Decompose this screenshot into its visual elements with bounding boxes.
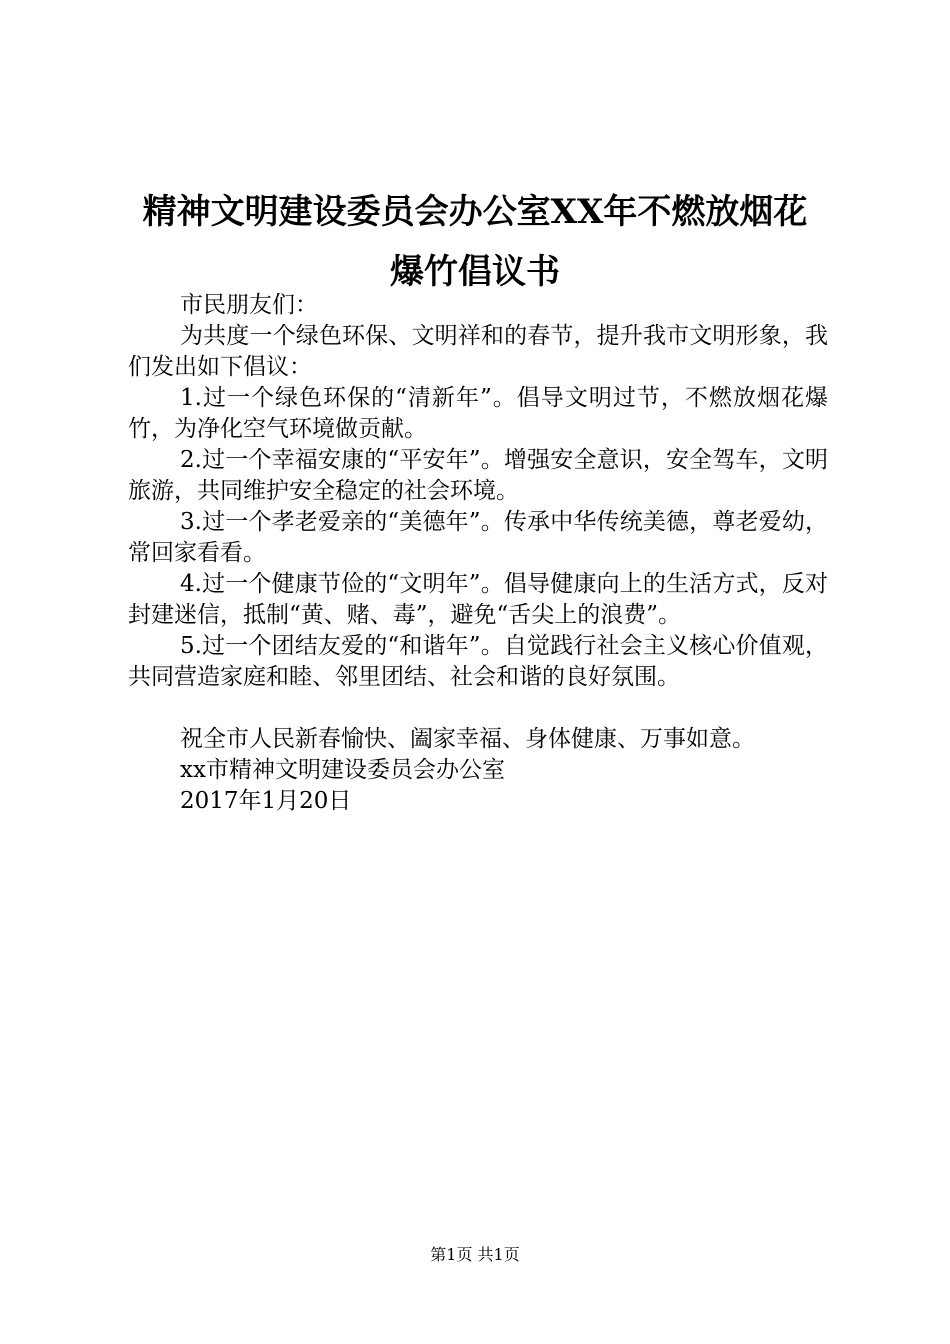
document-title-line-2: 爆竹倡议书 [390, 252, 560, 292]
proposal-item-4: 4.过一个健康节俭的“文明年”。倡导健康向上的生活方式，反对封建迷信，抵制“黄、赌、毒”，避免“舌尖上的浪费”。 [128, 571, 828, 628]
proposal-item-5: 5.过一个团结友爱的“和谐年”。自觉践行社会主义核心价值观，共同营造家庭和睦、邻里团结、社会和谐的良好氛围。 [128, 633, 828, 690]
proposal-item-1: 1.过一个绿色环保的“清新年”。倡导文明过节，不燃放烟花爆竹，为净化空气环境做贡献。 [128, 385, 828, 442]
intro-paragraph: 为共度一个绿色环保、文明祥和的春节，提升我市文明形象，我们发出如下倡议： [128, 323, 828, 380]
date: 2017年1月20日 [180, 788, 352, 814]
salutation: 市民朋友们： [180, 292, 318, 318]
closing-wishes: 祝全市人民新春愉快、阖家幸福、身体健康、万事如意。 [180, 726, 755, 752]
signature: xx市精神文明建设委员会办公室 [180, 757, 505, 783]
proposal-item-2: 2.过一个幸福安康的“平安年”。增强安全意识，安全驾车，文明旅游，共同维护安全稳定的社会环境。 [128, 447, 828, 504]
page-indicator: 第1页 共1页 [430, 1245, 520, 1264]
document-body [128, 290, 828, 817]
proposal-item-3: 3.过一个孝老爱亲的“美德年”。传承中华传统美德，尊老爱幼，常回家看看。 [128, 509, 828, 566]
document-title-line-1: 精神文明建设委员会办公室XX年不燃放烟花 [142, 192, 808, 232]
